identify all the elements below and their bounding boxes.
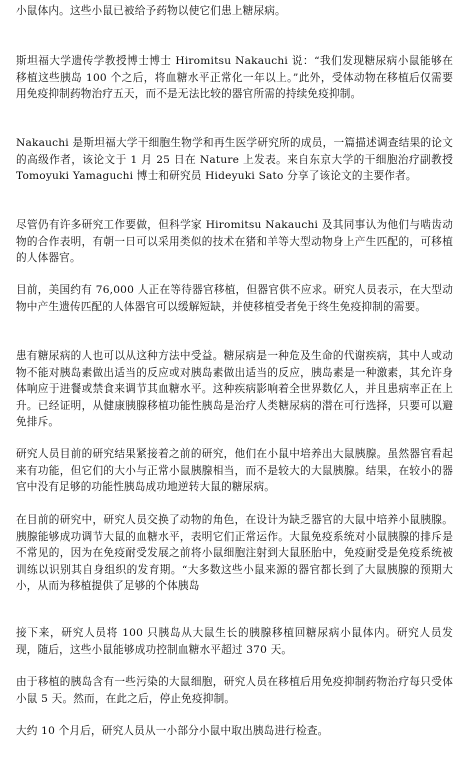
paragraph-1: 小鼠体内。这些小鼠已被给予药物以使它们患上糖尿病。 (16, 5, 286, 17)
paragraph-9: 接下来，研究人员将 100 只胰岛从大鼠生长的胰腺移植回糖尿病小鼠体内。研究人员发现，随后，这些小鼠能够成功控制血糖水平超过 370 天。 (16, 627, 453, 656)
paragraph-2: 斯坦福大学遗传学教授博士博士 Hiromitsu Nakauchi 说：“我们发现糖尿病小鼠能够在移植这些胰岛 100 个之后，将血糖水平正常化一年以上。”此外，受体动物在移植后仅需要用免疫抑制药物治疗五天，而不是无法比较的器官所需的持续免疫抑制。 (16, 55, 453, 101)
paragraph-11: 大约 10 个月后，研究人员从一小部分小鼠中取出胰岛进行检查。 (16, 725, 329, 737)
paragraph-6: 患有糖尿病的人也可以从这种方法中受益。糖尿病是一种危及生命的代谢疾病，其中人或动物不能对胰岛素做出适当的反应或对胰岛素做出适当的反应，胰岛素是一种激素，其允许身体响应于进餐或禁食来调节其血糖水平。这种疾病影响着全世界数亿人，并且患病率正在上升。已经证明，从健康胰腺移植功能性胰岛是治疗人类糖尿病的潜在可行选择，只要可以避免排斥。 (16, 350, 453, 429)
paragraph-4: 尽管仍有许多研究工作要做，但科学家 Hiromitsu Nakauchi 及其同事认为他们与啮齿动物的合作表明，有朝一日可以采用类似的技术在猪和羊等大型动物身上产生匹配的，可移植的人体器官。 (16, 219, 453, 265)
paragraph-3: Nakauchi 是斯坦福大学干细胞生物学和再生医学研究所的成员，一篇描述调查结果的论文的高级作者，该论文于 1 月 25 日在 Nature 上发表。来自东京大学的干细胞治疗副教授 Tomoyuki Yamaguchi 博士和研究员 Hideyuki Sato 分享了该论文的主要作者。 (16, 137, 453, 183)
paragraph-7: 研究人员目前的研究结果紧接着之前的研究，他们在小鼠中培养出大鼠胰腺。虽然器官看起来有功能，但它们的大小与正常小鼠胰腺相当，而不是较大的大鼠胰腺。结果，在较小的器官中没有足够的功能性胰岛成功地逆转大鼠的糖尿病。 (16, 448, 453, 494)
paragraph-8: 在目前的研究中，研究人员交换了动物的角色，在设计为缺乏器官的大鼠中培养小鼠胰腺。胰腺能够成功调节大鼠的血糖水平，表明它们正常运作。大鼠免疫系统对小鼠胰腺的排斥是不常见的，因为在免疫耐受发展之前将小鼠细胞注射到大鼠胚胎中，免疫耐受是免疫系统被训练以识别其自身组织的发育期。“大多数这些小鼠来源的器官都长到了大鼠胰腺的预期大小，从而为移植提供了足够的个体胰岛 (16, 514, 453, 593)
paragraph-10: 由于移植的胰岛含有一些污染的大鼠细胞，研究人员在移植后用免疫抑制药物治疗每只受体小鼠 5 天。然而，在此之后，停止免疫抑制。 (16, 676, 453, 705)
paragraph-5: 目前，美国约有 76,000 人正在等待器官移植，但器官供不应求。研究人员表示，在大型动物中产生遗传匹配的人体器官可以缓解短缺，并使移植受者免于终生免疫抑制的需要。 (16, 284, 453, 313)
